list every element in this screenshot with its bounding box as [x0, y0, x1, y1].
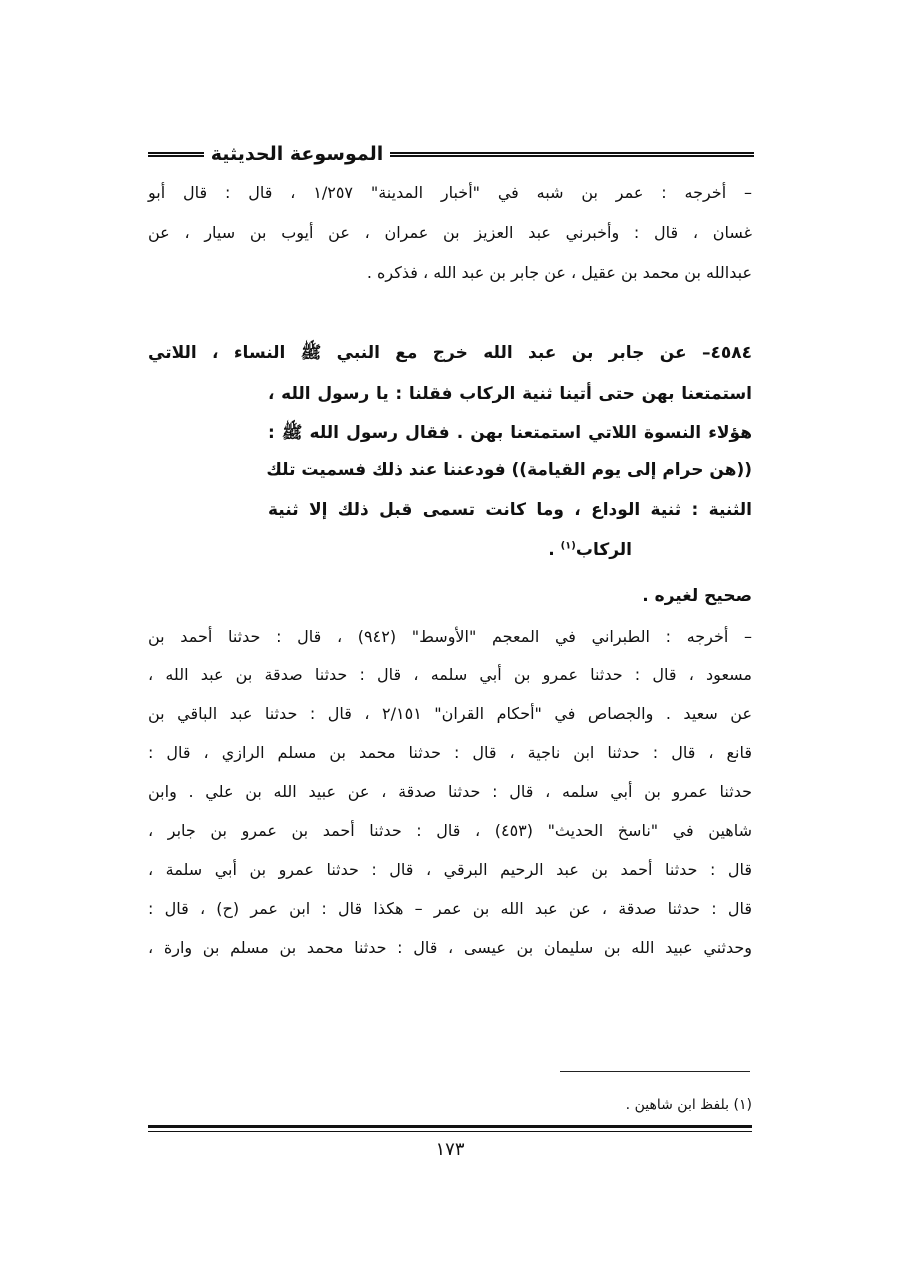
- text-line: قانع ، قال : حدثنا ابن ناجية ، قال : حدثنا محمد بن مسلم الرازي ، قال :: [148, 743, 752, 762]
- text-line: مسعود ، قال : حدثنا عمرو بن أبي سلمه ، قال : حدثنا صدقة بن عبد الله ،: [148, 665, 752, 684]
- footnote: (١) بلفظ ابن شاهين .: [625, 1097, 752, 1113]
- header-rule-right: [390, 152, 754, 157]
- text-line: وحدثني عبيد الله بن سليمان بن عيسى ، قال : حدثنا محمد بن مسلم بن وارة ،: [148, 938, 752, 957]
- header-title: الموسوعة الحديثية: [210, 143, 384, 165]
- text-line: قال : حدثنا أحمد بن عبد الرحيم البرقي ، قال : حدثنا عمرو بن أبي سلمة ،: [148, 860, 752, 879]
- footer-rule-thin: [148, 1131, 752, 1132]
- hadith-line: ((هن حرام إلى يوم القيامة)) فودعننا عند ذلك فسميت تلك: [266, 460, 752, 480]
- text-line: حدثنا عمرو بن أبي سلمه ، قال : حدثنا صدقة ، عن عبيد الله بن علي . وابن: [148, 782, 752, 801]
- text-line: – أخرجه : عمر بن شبه في "أخبار المدينة" ١/٢٥٧ ، قال : قال أبو: [148, 183, 752, 202]
- text-line: – أخرجه : الطبراني في المعجم "الأوسط" (٩٤٢) ، قال : حدثنا أحمد بن: [148, 627, 752, 646]
- hadith-line: استمتعنا بهن حتى أتينا ثنية الركاب فقلنا : يا رسول الله ،: [268, 384, 752, 404]
- hadith-line: هؤلاء النسوة اللاتي استمتعنا بهن . فقال رسول الله ﷺ :: [268, 423, 752, 443]
- footer-rule-thick: [148, 1125, 752, 1128]
- page-number: ١٧٣: [435, 1139, 465, 1160]
- text-line: شاهين في "ناسخ الحديث" (٤٥٣) ، قال : حدثنا أحمد بن عمرو بن جابر ،: [148, 821, 752, 840]
- text-line: غسان ، قال : وأخبرني عبد العزيز بن عمران ، عن أيوب بن سيار ، عن: [148, 223, 752, 242]
- hadith-line: الثنية : ثنية الوداع ، وما كانت تسمى قبل ذلك إلا ثنية: [268, 500, 752, 520]
- footnote-separator: [560, 1071, 750, 1072]
- hadith-line-text: الركاب: [575, 540, 632, 560]
- hadith-line-end: .: [548, 540, 561, 560]
- text-line: عبدالله بن محمد بن عقيل ، عن جابر بن عبد الله ، فذكره .: [366, 263, 752, 282]
- footnote-marker: (١): [560, 540, 576, 552]
- hadith-line: ٤٥٨٤– عن جابر بن عبد الله خرج مع النبي ﷺ النساء ، اللاتي: [148, 343, 752, 363]
- header-rule-left: [148, 152, 204, 157]
- text-line: عن سعيد . والجصاص في "أحكام القران" ٢/١٥١ ، قال : حدثنا عبد الباقي بن: [148, 704, 753, 723]
- hadith-grade: صحيح لغيره .: [642, 586, 752, 606]
- hadith-line: [548, 535, 632, 565]
- running-header: [148, 140, 754, 170]
- text-line: قال : حدثنا صدقة ، عن عبد الله بن عمر – هكذا قال : ابن عمر (ح) ، قال :: [148, 899, 752, 918]
